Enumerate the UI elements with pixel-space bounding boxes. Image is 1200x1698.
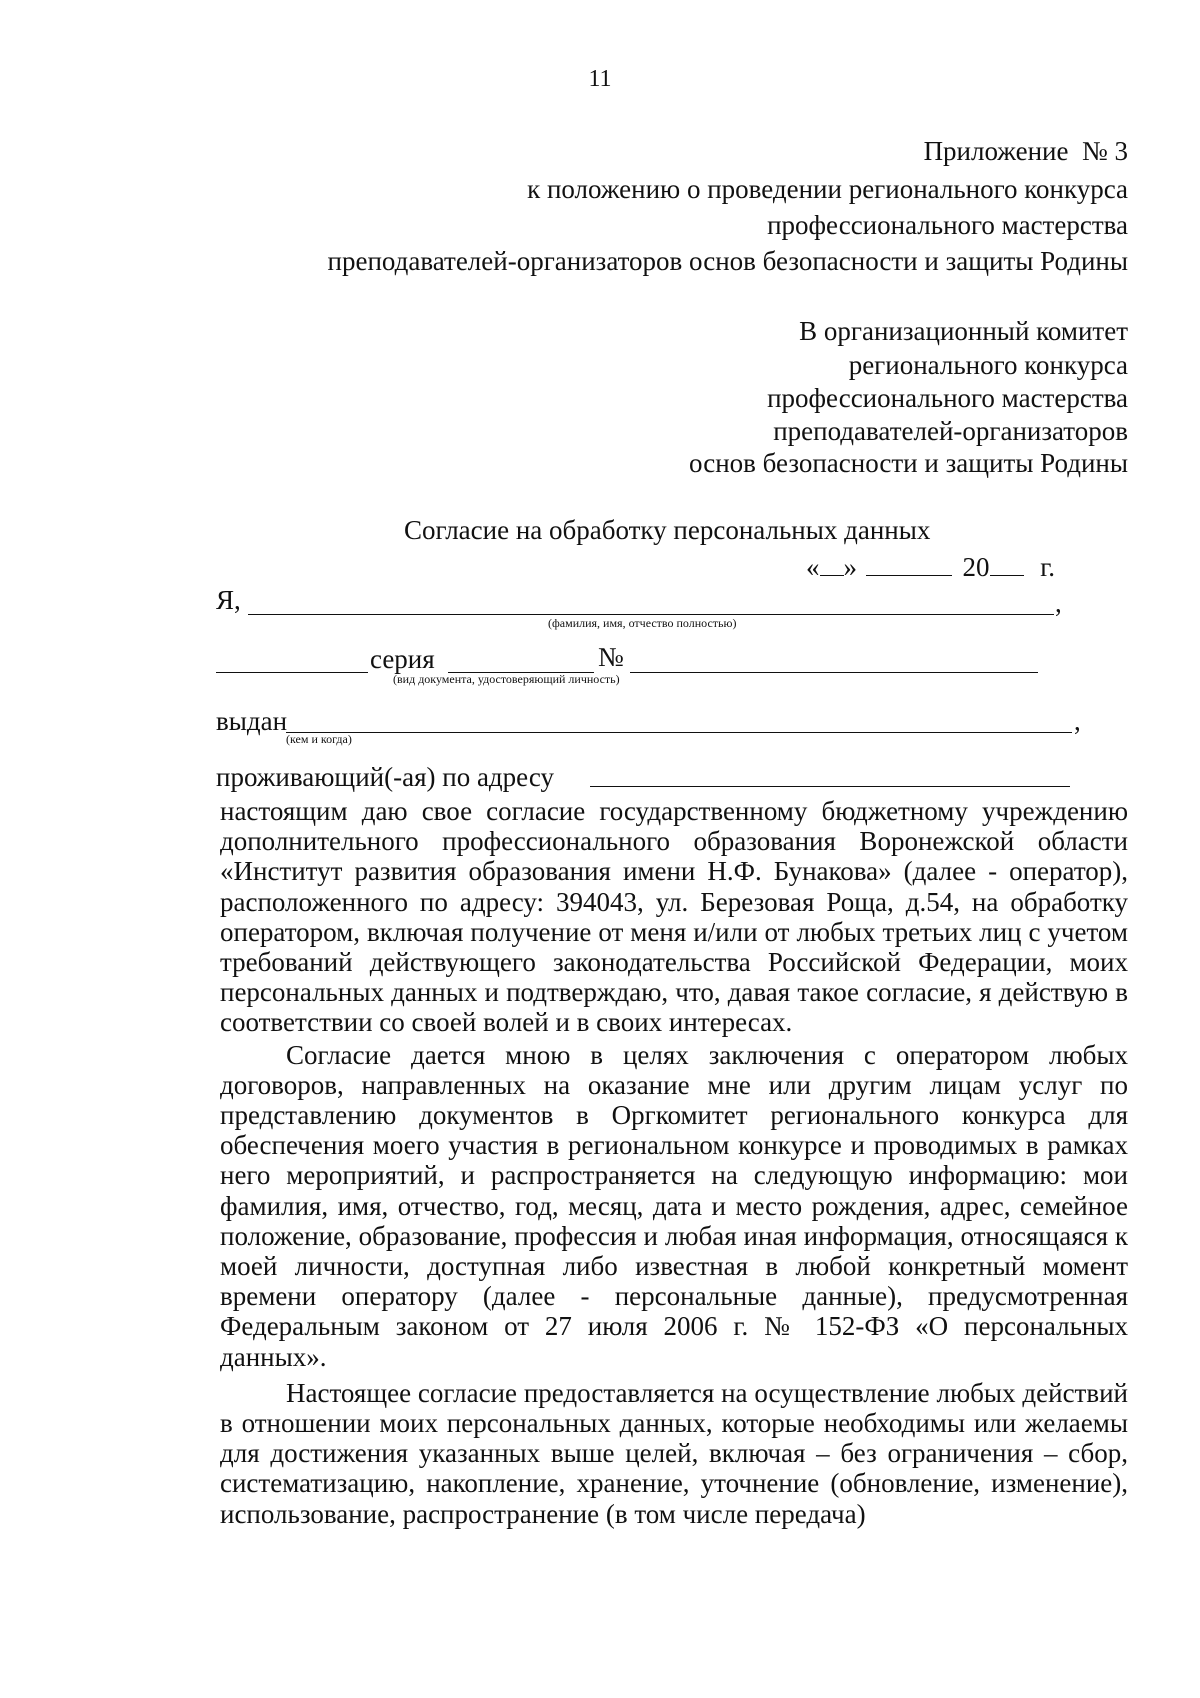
body-text [220, 796, 1128, 1529]
year-field[interactable] [990, 553, 1024, 576]
addressee-line-4: преподавателей-организаторов [773, 416, 1128, 446]
issued-comma: , [1074, 706, 1081, 736]
paragraph-consent: настоящим даю свое согласие государственному бюджетному учреждению дополнительного профессионального образования Воронежской области «Институт развития образования имени Н.Ф. Бунакова» (далее - оператор), расположенного по адресу: 394043, ул. Березовая Роща, д.54, на обработку оператором, включая получение от меня и/или от любых третьих лиц с учетом требований действующего законодательства Российской Федерации, моих персональных данных и подтверждаю, что, давая такое согласие, я действую в соответствии со своей волей и в своих интересах. [220, 796, 1128, 1038]
appendix-line-2: к положению о проведении регионального конкурса [527, 174, 1128, 204]
date-open-quote: « [806, 552, 820, 582]
addressee-line-3: профессионального мастерства [767, 383, 1128, 413]
year-suffix: г. [1040, 552, 1056, 582]
full-name-hint: (фамилия, имя, отчество полностью) [548, 616, 737, 630]
issued-label: выдан [216, 706, 288, 736]
name-comma: , [1055, 588, 1062, 618]
date-close-quote: » [843, 552, 857, 582]
document-title: Согласие на обработку персональных данных [404, 515, 931, 545]
paragraph-purpose: Согласие дается мною в целях заключения с оператором любых договоров, направленных на оказание мне или другим лицам услуг по представлению документов в Оргкомитет регионального конкурса для обеспечения моего участия в региональном конкурсе и проводимых в рамках него мероприятий, и распространяется на следующую информацию: мои фамилия, имя, отчество, год, месяц, дата и место рождения, адрес, семейное положение, образование, профессия и любая иная информация, относящаяся к моей личности, доступная либо известная в любой конкретный момент времени оператору (далее - персональные данные), предусмотренная Федеральным законом от 27 июля 2006 г. № 152-ФЗ «О персональных данных». [220, 1039, 1128, 1372]
issued-field[interactable] [286, 708, 1072, 733]
year-prefix: 20 [962, 552, 990, 582]
day-field[interactable] [820, 553, 844, 576]
series-label: серия [370, 644, 435, 674]
addressee-line-2: регионального конкурса [848, 350, 1128, 380]
document-type-field[interactable] [216, 648, 368, 673]
addressee-line-5: основ безопасности и защиты Родины [689, 448, 1128, 478]
i-label: Я, [216, 585, 241, 615]
date-line [806, 552, 1055, 583]
appendix-line-1: Приложение № 3 [923, 136, 1128, 166]
appendix-line-3: профессионального мастерства [767, 210, 1128, 240]
month-field[interactable] [866, 553, 952, 576]
appendix-line-4: преподавателей-организаторов основ безопасности и защиты Родины [327, 246, 1128, 276]
number-label: № [598, 642, 624, 672]
addressee-line-1: В организационный комитет [799, 316, 1128, 346]
issued-hint: (кем и когда) [286, 732, 352, 746]
series-field[interactable] [448, 648, 594, 673]
address-field[interactable] [590, 762, 1070, 787]
full-name-field[interactable] [248, 588, 1054, 615]
number-field[interactable] [630, 648, 1038, 673]
page-number: 11 [588, 66, 612, 92]
paragraph-actions: Настоящее согласие предоставляется на осуществление любых действий в отношении моих персональных данных, которые необходимы или желаемы для достижения указанных выше целей, включая – без ограничения – сбор, систематизацию, накопление, хранение, уточнение (обновление, изменение), использование, распространение (в том числе передача) [220, 1377, 1128, 1529]
address-label: проживающий(-ая) по адресу [216, 762, 554, 792]
document-hint: (вид документа, удостоверяющий личность) [393, 672, 620, 686]
